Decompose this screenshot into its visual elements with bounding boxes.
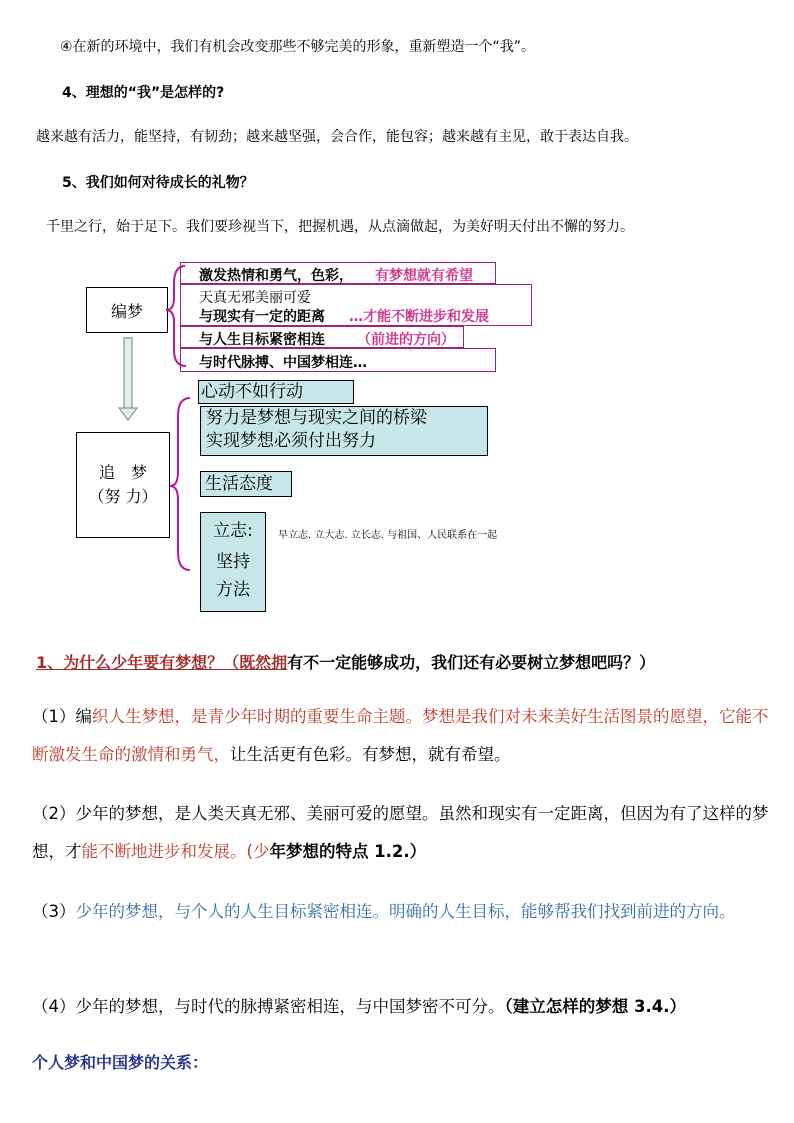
p1-red: 织人生梦想，是青少年时期的重要生命主题。梦想是我们对未来美好生活图景的愿望，它能不断激发生命的激情和勇气， [32,707,769,764]
lizhi-note: 早立志. 立大志. 立长志. 与祖国、人民联系在一起 [278,530,498,541]
zhuimeng-branch-2-line2: 实现梦想必须付出努力 [206,431,376,451]
answer-5: 千里之行，始于足下。我们要珍视当下，把握机遇，从点滴做起，为美好明天付出不懈的努力。 [46,219,634,235]
p2-bold: 年梦想的特点 1.2.） [269,842,427,861]
branch-3-box [180,326,464,348]
p2-red: 能不断地进步和发展。(少 [81,842,270,861]
paragraph-4 [32,988,772,1026]
branch-2-line1: 天真无邪美丽可爱 [199,290,311,306]
branch-2-note: …才能不断进步和发展 [349,309,489,325]
paragraph-2 [32,795,772,871]
answer-4: 越来越有活力，能坚持，有韧劲；越来越坚强，会合作，能包容；越来越有主见，敢于表达自我。 [36,129,638,145]
branch-4-main: 与时代脉搏、中国梦相连… [199,355,367,371]
down-arrow-shaft [124,338,132,408]
branch-2-box [180,284,532,326]
p4-bold: （建立怎样的梦想 3.4.） [504,997,686,1016]
jianchi-label: 坚持 [216,552,250,572]
question-4: 4、理想的“我”是怎样的? [62,85,225,101]
zhuimeng-label: 追 梦 [98,463,147,482]
branch-3-note: （前进的方向） [357,332,455,348]
question-5: 5、我们如何对待成长的礼物？ [62,175,254,191]
branch-2-line2: 与现实有一定的距离 [199,309,325,325]
zhuimeng-branch-2-line1: 努力是梦想与现实之间的桥梁 [206,408,427,428]
zhuimeng-branch-4 [200,512,266,612]
zhuimeng-branch-2 [200,406,488,456]
relation-heading: 个人梦和中国梦的关系： [32,1053,209,1072]
zhuimeng-box [76,432,170,538]
p3-blue: 少年的梦想，与个人的人生目标紧密相连。明确的人生目标，能够帮我们找到前进的方向。 [75,902,736,921]
paragraph-3 [32,893,772,931]
p4-main: （4）少年的梦想，与时代的脉搏紧密相连，与中国梦密不可分。 [32,997,505,1016]
p2-main: （2）少年的梦想，是人类天真无邪、美丽可爱的愿望。虽然和现实有一定距离，但因为有了这样的梦想，才 [32,804,769,861]
down-arrow-head [119,408,137,420]
fangfa-label: 方法 [216,580,250,600]
zhuimeng-bracket [170,398,190,570]
section1-heading [36,650,655,673]
p1-tail: 让生活更有色彩。有梦想，就有希望。 [230,745,511,764]
section1-heading-black: 有不一定能够成功，我们还有必要树立梦想吧吗？） [287,653,656,672]
branch-1-box [180,262,496,284]
zhuimeng-branch-3: 生活态度 [200,471,292,497]
biaomeng-box: 编梦 [86,287,168,333]
intro-item4: ④在新的环境中，我们有机会改变那些不够完美的形象，重新塑造一个“我”。 [60,39,536,55]
zhuimeng-branch-1: 心动不如行动 [198,380,354,404]
p3-prefix: （3） [32,902,76,921]
zhuimeng-sublabel: （努 力） [88,487,158,506]
lizhi-label: 立志: [213,521,253,541]
branch-3-main: 与人生目标紧密相连 [199,332,325,348]
section1-heading-red: 1、为什么少年要有梦想？（既然拥 [36,653,288,672]
p1-prefix: （1）编 [32,707,92,726]
paragraph-1 [32,698,772,774]
branch-1-main: 激发热情和勇气，色彩， [199,268,353,284]
branch-4-box [180,348,496,372]
branch-1-note: 有梦想就有希望 [375,268,473,284]
